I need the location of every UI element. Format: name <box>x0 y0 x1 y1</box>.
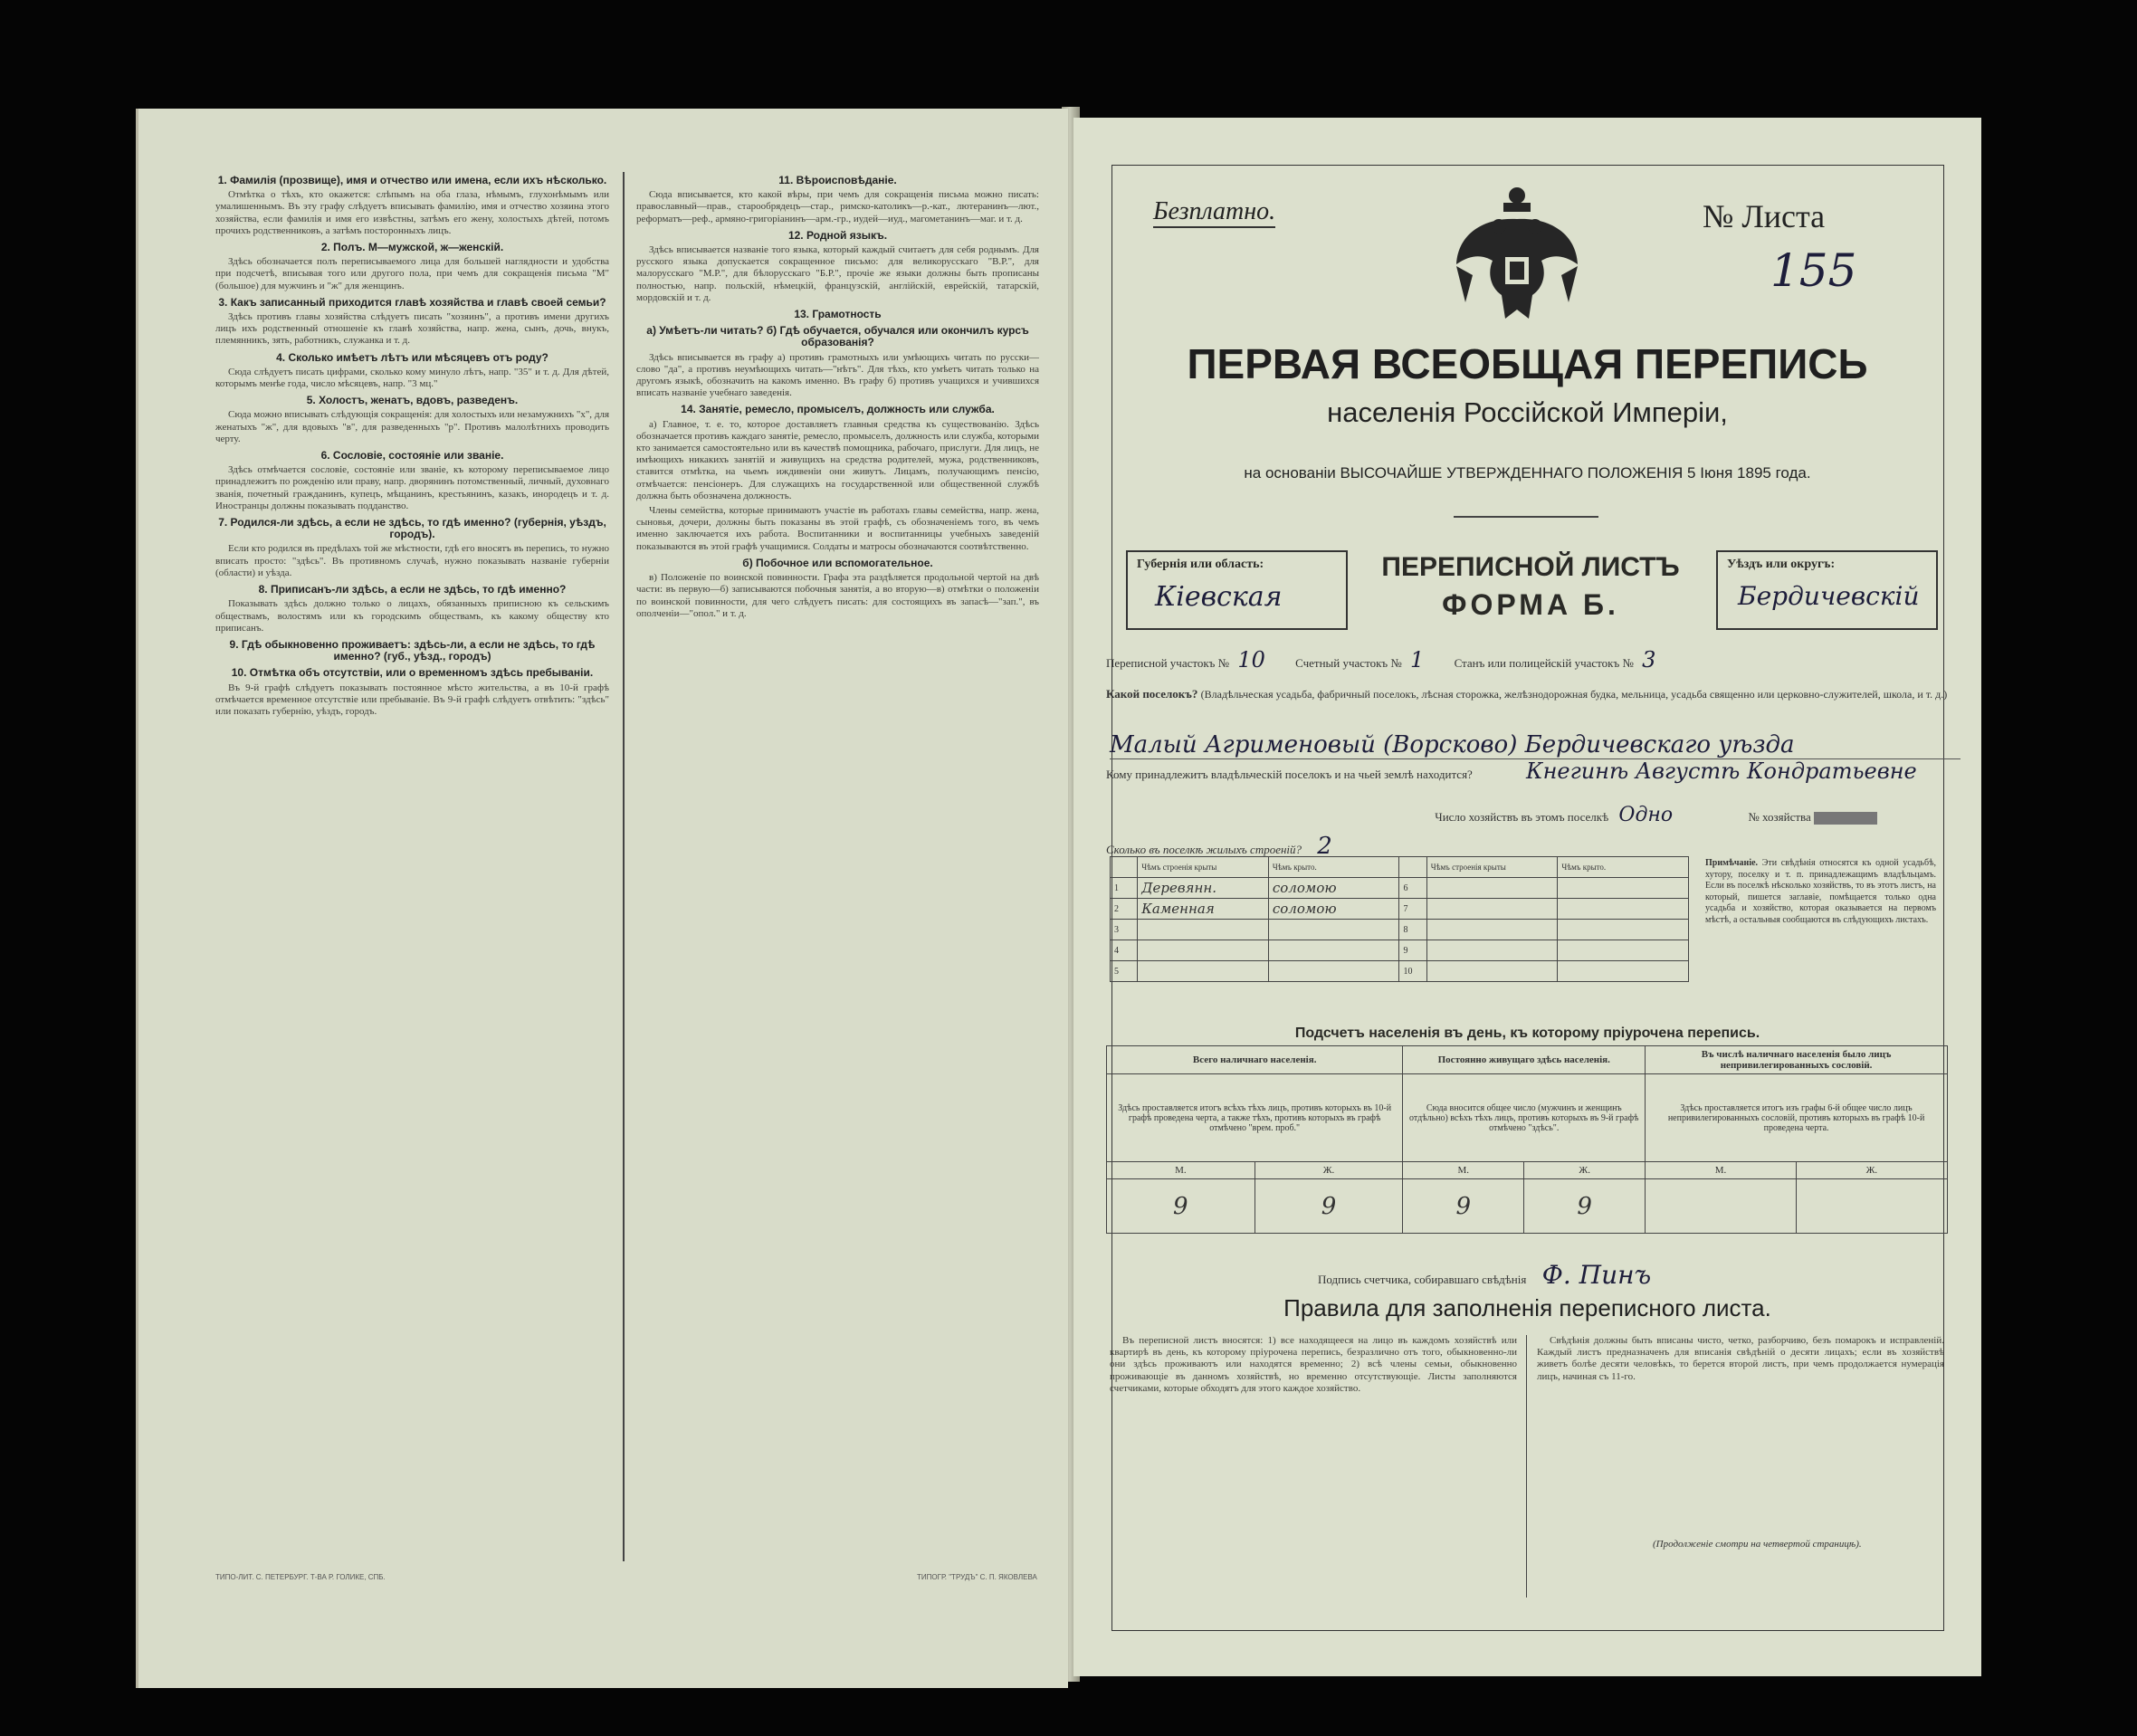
buildings-value: 2 <box>1317 833 1332 860</box>
gubernia-box <box>1126 550 1348 630</box>
instruction-text: Сюда слѣдуетъ писать цифрами, сколько кому минуло лѣтъ, напр. "35" и т. д. Для дѣтей, которымъ менѣе года, число мѣсяцевъ, напр. "3 мц." <box>215 366 609 390</box>
counting-district-value: 1 <box>1410 647 1425 672</box>
sex-count: 9 <box>1524 1179 1646 1234</box>
buildings-table <box>1110 856 1689 982</box>
note-text: Эти свѣдѣнія относятся къ одной усадьбѣ, хутору, поселку и т. п. принадлежащимъ владѣльцамъ. Если въ поселкѣ нѣсколько хозяйствъ, то въ этотъ листъ, на который, пишется заглавіе, помѣщается только одна усадьба и хозяйство, которая оказывается на первомъ мѣстѣ, а остальныя сообщаются въ слѣдующихъ листахъ. <box>1705 858 1937 925</box>
column-divider <box>623 172 625 1561</box>
instruction-heading: 13. Грамотность <box>794 308 882 321</box>
sex-header: М. <box>1107 1162 1255 1179</box>
summary-desc-permanent: Сюда вносится общее число (мужчинъ и женщинъ отдѣльно) всѣхъ тѣхъ лицъ, противъ которыхъ въ 9-й графѣ отмѣчено "здѣсь". <box>1403 1074 1646 1162</box>
instruction-text: Сюда вписывается, кто какой вѣры, при чемъ для сокращенія письма можно писать: православный—прав., старообрядецъ—стар., римско-католикъ—р.-кат., лютеранинъ—лют., реформатъ—реф., армяно-григоріанинъ—арм.-гр., иудей—иуд., магометанинъ—маг. и т. д. <box>636 189 1039 224</box>
continued-note: (Продолженіе смотри на четвертой страницѣ). <box>1653 1539 1862 1550</box>
instruction-text: Отмѣтка о тѣхъ, кто окажется: слѣпымъ на оба глаза, нѣмымъ, глухонѣмымъ или умалишеннымъ. Въ эту графу слѣдуетъ вписывать фамилію, имя и отчество хозяина этого хозяйства, если фамилія и имя его извѣстны, затѣмъ его жену, холостыхъ дѣтей, потомъ прочихъ родственниковъ, а затѣмъ посторонныхъ лицъ. <box>215 189 609 236</box>
census-district-value: 10 <box>1237 647 1265 672</box>
instruction-heading: 6. Сословіе, состояніе или званіе. <box>320 449 504 463</box>
instruction-heading: 1. Фамилія (прозвище), имя и отчество или имена, если ихъ нѣсколько. <box>217 174 607 186</box>
building-material <box>1426 961 1558 982</box>
sex-count: 9 <box>1255 1179 1403 1234</box>
sheet-number-handwritten: 155 <box>1770 244 1857 297</box>
buildings-row <box>1111 940 1689 961</box>
building-roof <box>1558 920 1689 940</box>
building-roof: соломою <box>1268 899 1399 920</box>
uezd-box <box>1716 550 1938 630</box>
household-number-label: № хозяйства <box>1748 810 1811 824</box>
sex-count: 9 <box>1107 1179 1255 1234</box>
page-title: ПЕРВАЯ ВСЕОБЩАЯ ПЕРЕПИСЬ <box>1187 340 1868 387</box>
rules-right-column <box>1537 1335 1944 1598</box>
instruction-text: Здѣсь вписывается въ графу а) противъ грамотныхъ или умѣющихъ читать по русски—слово "да", а противъ неумѣющихъ читать—"нѣтъ". Для тѣхъ, кто умѣетъ читать только на другомъ языкѣ, обозначить на какомъ именно. Въ графу б) противъ учащихся и учившихся вписать названіе учебнаго заведенія. <box>636 351 1039 399</box>
households-line <box>1106 804 1966 826</box>
sex-count: 9 <box>1403 1179 1524 1234</box>
building-roof <box>1558 940 1689 961</box>
building-material: Деревянн. <box>1138 878 1269 899</box>
households-value: Одно <box>1618 804 1674 826</box>
imperial-eagle-emblem <box>1449 183 1585 337</box>
building-number: 9 <box>1399 940 1426 961</box>
decree-line: на основаніи ВЫСОЧАЙШЕ УТВЕРЖДЕННАГО ПОЛОЖЕНІЯ 5 Іюня 1895 года. <box>1244 464 1811 482</box>
instruction-text: Здѣсь противъ главы хозяйства слѣдуетъ писать "хозяинъ", а противъ имени другихъ лицъ ихъ родственный отношеніе къ главѣ хозяйства, напр. жена, сынъ, дочь, внукъ, племянникъ, зять, работникъ, служанка и т. д. <box>215 311 609 347</box>
gubernia-label: Губернія или область: <box>1137 558 1264 571</box>
instruction-heading: а) Умѣетъ-ли читать? б) Гдѣ обучается, обучался или окончилъ курсъ образованія? <box>646 324 1029 349</box>
buildings-row <box>1111 899 1689 920</box>
summary-table <box>1106 1045 1948 1234</box>
instruction-heading: 3. Какъ записанный приходится главѣ хозяйства и главѣ своей семьи? <box>218 295 606 309</box>
rules-right-text: Свѣдѣнія должны быть вписаны чисто, четко, разборчиво, безъ помарокъ и исправленій. Каждый листъ предназначенъ для вписанія свѣдѣній о десяти лицахъ; если въ хозяйствѣ живетъ болѣе десяти человѣкъ, то берется второй листъ, при чемъ продолжается нумерація лицъ, начиная съ 11-го. <box>1537 1335 1944 1382</box>
left-page <box>136 109 1068 1688</box>
printer-imprint-right: ТИПОГР. "ТРУДЪ" С. П. ЯКОВЛЕВА <box>917 1573 1037 1581</box>
building-number: 2 <box>1111 899 1138 920</box>
building-material <box>1138 920 1269 940</box>
instructions-column-1 <box>215 170 609 1564</box>
instruction-heading: 5. Холостъ, женатъ, вдовъ, разведенъ. <box>306 394 519 407</box>
instruction-heading: 8. Приписанъ-ли здѣсь, а если не здѣсь, то гдѣ именно? <box>258 583 567 596</box>
building-number: 7 <box>1399 899 1426 920</box>
instruction-text: в) Положеніе по воинской повинности. Графа эта раздѣляется продольной чертой на двѣ части: въ первую—б) записываются побочныя занятія, а во вторую—в) отмѣтки о положеніи по воинской повинности, для чего слѣдуетъ писать: для состоящихъ въ запасѣ—"зап.", въ ополченіи—"опол." и т. д. <box>636 572 1039 619</box>
sex-header: Ж. <box>1255 1162 1403 1179</box>
household-number-redacted <box>1814 812 1877 825</box>
page-subtitle: населенія Россійской Имперіи, <box>1327 396 1728 428</box>
building-number: 1 <box>1111 878 1138 899</box>
stan-label: Станъ или полицейскій участокъ № <box>1454 656 1634 670</box>
summary-desc-nonprivileged: Здѣсь проставляется итогъ изъ графы 6-й общее число лицъ непривилегированныхъ сословій, противъ которыхъ въ графѣ 10-й проведена черта. <box>1646 1074 1948 1162</box>
buildings-header-3: Чѣмъ строенія крыты <box>1426 857 1558 878</box>
sex-header: Ж. <box>1796 1162 1947 1179</box>
building-number: 3 <box>1111 920 1138 940</box>
uezd-label: Уѣздъ или округъ: <box>1727 558 1836 571</box>
building-number: 4 <box>1111 940 1138 961</box>
settlement-hint: (Владѣльческая усадьба, фабричный поселокъ, лѣсная сторожка, желѣзнодорожная будка, мельница, усадьба священно или церковно-служителей, школа, и т. д.) <box>1200 688 1948 701</box>
settlement-question <box>1106 683 1966 705</box>
instruction-text: Если кто родился въ предѣлахъ той же мѣстности, гдѣ его вносятъ въ перепись, то нужно вписать просто: "здѣсь". Въ противномъ случаѣ, нужно показывать названіе губерніи (области) и уѣзда. <box>215 543 609 578</box>
signature-label: Подпись счетчика, собиравшаго свѣдѣнія <box>1318 1273 1527 1286</box>
rules-left-text: Въ переписной листъ вносятся: 1) все находящееся на лицо въ каждомъ хозяйствѣ или квартирѣ въ день, къ которому пріурочена перепись, безразлично отъ того, обыкновенно-ли они здѣсь проживаютъ или находятся временно; 2) всѣ члены семьи, обыкновенно проживающіе въ данномъ хозяйствѣ, но временно отсутствующіе. Листы заполняются счетчиками, которые обходятъ для этого каждое хозяйство. <box>1110 1335 1517 1394</box>
sex-header: М. <box>1646 1162 1797 1179</box>
buildings-header-4: Чѣмъ крыто. <box>1558 857 1689 878</box>
district-line <box>1106 647 1966 674</box>
form-subtitle: ФОРМА Б. <box>1442 588 1619 621</box>
building-number: 6 <box>1399 878 1426 899</box>
sex-header: М. <box>1403 1162 1524 1179</box>
building-material <box>1426 920 1558 940</box>
owner-label: Кому принадлежитъ владѣльческій поселокъ и на чьей землѣ находится? <box>1106 768 1473 781</box>
stan-value: 3 <box>1642 647 1656 672</box>
building-roof <box>1558 878 1689 899</box>
summary-header-present: Всего наличнаго населенія. <box>1107 1046 1403 1074</box>
instruction-heading: 14. Занятіе, ремесло, промыселъ, должность или служба. <box>681 403 995 416</box>
building-number: 8 <box>1399 920 1426 940</box>
buildings-header-1: Чѣмъ строенія крыты <box>1138 857 1269 878</box>
printer-imprint-left: ТИПО-ЛИТ. С. ПЕТЕРБУРГ. Т-ВА Р. ГОЛИКЕ, СПБ. <box>215 1573 386 1581</box>
right-page <box>1073 118 1981 1676</box>
building-material <box>1138 940 1269 961</box>
instructions-column-2 <box>636 170 1039 1564</box>
buildings-label: Сколько въ поселкѣ жилыхъ строеній? <box>1106 843 1302 856</box>
summary-desc-present: Здѣсь проставляется итогъ всѣхъ тѣхъ лицъ, противъ которыхъ въ 10-й графѣ проведена черта, а также тѣхъ, противъ которыхъ въ графѣ отмѣчено "врем. проб." <box>1107 1074 1403 1162</box>
signature-line <box>1318 1260 1651 1290</box>
summary-header-permanent: Постоянно живущаго здѣсь населенія. <box>1403 1046 1646 1074</box>
instruction-heading: 12. Родной языкъ. <box>787 228 888 242</box>
households-label: Число хозяйствъ въ этомъ поселкѣ <box>1435 810 1609 824</box>
instruction-text: Въ 9-й графѣ слѣдуетъ показывать постоянное мѣсто жительства, а въ 10-й графѣ отмѣчается временное отсутствіе или пребываніе. Въ 9-й графѣ слѣдуетъ отвѣтить: "здѣсь" или показать губернію, уѣздъ, городъ. <box>215 682 609 717</box>
gubernia-value: Кіевская <box>1155 581 1283 613</box>
building-roof <box>1268 961 1399 982</box>
buildings-header-2: Чѣмъ крыто. <box>1268 857 1399 878</box>
instruction-heading: 11. Вѣроисповѣданіе. <box>778 174 897 186</box>
instruction-text: Здѣсь вписывается названіе того языка, который каждый считаетъ для себя роднымъ. Для русского языка допускается сокращенное письмо: для великорусскаго "В.Р.", для малорусскаго "М.Р.", для бѣлорусскаго "Б.Р.", прочіе же языки должны быть прописаны полностью, напр. польскій, нѣмецкій, французскій, англійскій, еврейскій, татарскій, мордовскій и т. д. <box>636 244 1039 303</box>
instruction-heading: 9. Гдѣ обыкновенно проживаетъ: здѣсь-ли, а если не здѣсь, то гдѣ именно? (губ., уѣзд., городъ) <box>229 637 596 663</box>
sheet-number-label: № Листа <box>1703 198 1826 234</box>
building-material <box>1426 878 1558 899</box>
instruction-text: Сюда можно вписывать слѣдующія сокращенія: для холостыхъ или незамужнихъ "х", для женатыхъ "ж", для вдовыхъ "в", для разведенныхъ "р". Противъ малолѣтнихъ проводить черту. <box>215 409 609 444</box>
building-number: 5 <box>1111 961 1138 982</box>
instruction-heading: б) Побочное или вспомогательное. <box>742 556 933 569</box>
buildings-note <box>1705 858 1936 926</box>
sex-header: Ж. <box>1524 1162 1646 1179</box>
counting-district-label: Счетный участокъ № <box>1295 656 1402 670</box>
building-roof <box>1558 899 1689 920</box>
building-material <box>1426 899 1558 920</box>
building-material <box>1426 940 1558 961</box>
uezd-value: Бердичевскій <box>1738 581 1920 611</box>
building-material <box>1138 961 1269 982</box>
form-title: ПЕРЕПИСНОЙ ЛИСТЪ <box>1381 552 1680 582</box>
building-roof <box>1558 961 1689 982</box>
instruction-heading: 4. Сколько имѣетъ лѣтъ или мѣсяцевъ отъ роду? <box>276 350 549 364</box>
owner-value: Кнегинѣ Августѣ Кондратьевне <box>1526 758 1917 784</box>
buildings-row <box>1111 878 1689 899</box>
building-roof <box>1268 940 1399 961</box>
rules-left-column <box>1110 1335 1517 1598</box>
summary-title: Подсчетъ населенія въ день, къ которому пріурочена перепись. <box>1294 1025 1760 1041</box>
counter-signature: Ф. Пинъ <box>1541 1260 1652 1290</box>
instruction-heading: 10. Отмѣтка объ отсутствіи, или о временномъ здѣсь пребываніи. <box>231 666 594 680</box>
building-roof <box>1268 920 1399 940</box>
sex-count <box>1646 1179 1797 1234</box>
rules-divider <box>1526 1335 1527 1598</box>
instruction-text: Здѣсь отмѣчается сословіе, состояніе или званіе, къ которому переписываемое лицо принадлежитъ по рожденію или праву, напр. дворянинъ потомственный, личный, духовнаго званія, почетный гражданинъ, купецъ, мѣщанинъ, крестьянинъ, казакъ, инородецъ и т. д. Иностранцы должны показывать подданство. <box>215 464 609 511</box>
note-title: Примѣчаніе. <box>1705 858 1759 868</box>
instruction-text: Здѣсь обозначается полъ переписываемого лица для большей наглядности и удобства при подсчетѣ, вписывая того или другого пола, при чемъ для сокращенія письма "М" (большое) для мужчинъ и "ж" для женщинъ. <box>215 256 609 291</box>
free-label: Безплатно. <box>1153 197 1275 228</box>
buildings-row <box>1111 920 1689 940</box>
sex-count <box>1796 1179 1947 1234</box>
instruction-heading: 2. Полъ. М—мужской, ж—женскій. <box>320 241 504 254</box>
summary-header-nonprivileged: Въ числѣ наличнаго населенія было лицъ непривилегированныхъ сословій. <box>1646 1046 1948 1074</box>
instruction-heading: 7. Родился-ли здѣсь, а если не здѣсь, то гдѣ именно? (губернія, уѣздъ, городъ). <box>218 516 606 541</box>
rules-title: Правила для заполненія переписного листа. <box>1283 1294 1771 1321</box>
building-number: 10 <box>1399 961 1426 982</box>
census-district-label: Переписной участокъ № <box>1106 656 1230 670</box>
buildings-row <box>1111 961 1689 982</box>
building-material: Каменная <box>1138 899 1269 920</box>
title-divider <box>1454 516 1598 518</box>
building-roof: соломою <box>1268 878 1399 899</box>
settlement-label: Какой поселокъ? <box>1106 687 1198 701</box>
settlement-value: Малый Агрименовый (Ворсково) Бердичевскаго уѣзда <box>1110 731 1961 759</box>
instruction-text: а) Главное, т. е. то, которое доставляетъ главныя средства къ существованію. Здѣсь обозначается противъ каждаго занятіе, ремесло, промыселъ, должность или служба, которыми кто занимается самостоятельно или въ качествѣ помощника, рабочаго, прислуги. Для лицъ, не имѣющихъ никакихъ занятій и живущихъ на средства родителей, мужа, родственниковъ, ставится отмѣтка, на чьемъ иждивеніи они живутъ. Лицамъ, получающимъ пенсію, отмѣчается: пенсіонеръ. Для служащихъ на государственной или общественной службѣ должна быть обозначена должность. <box>636 418 1039 501</box>
instruction-text: Показывать здѣсь должно только о лицахъ, обязанныхъ приписною къ сельскимъ обществамъ, волостямъ или къ городскимъ обществамъ, къ какому обществу кто приписанъ. <box>215 598 609 634</box>
instruction-text: Члены семейства, которые принимаютъ участіе въ работахъ главы семейства, напр. жена, сыновья, дочери, должны быть показаны въ этой графѣ, съ обозначеніемъ того, въ чемъ именно заключается ихъ работа. Воспитанники и воспитанницы учебныхъ заведеній показываются въ этой графѣ учащимися. Солдаты и матросы обозначаются соотвѣтственно. <box>636 505 1039 552</box>
